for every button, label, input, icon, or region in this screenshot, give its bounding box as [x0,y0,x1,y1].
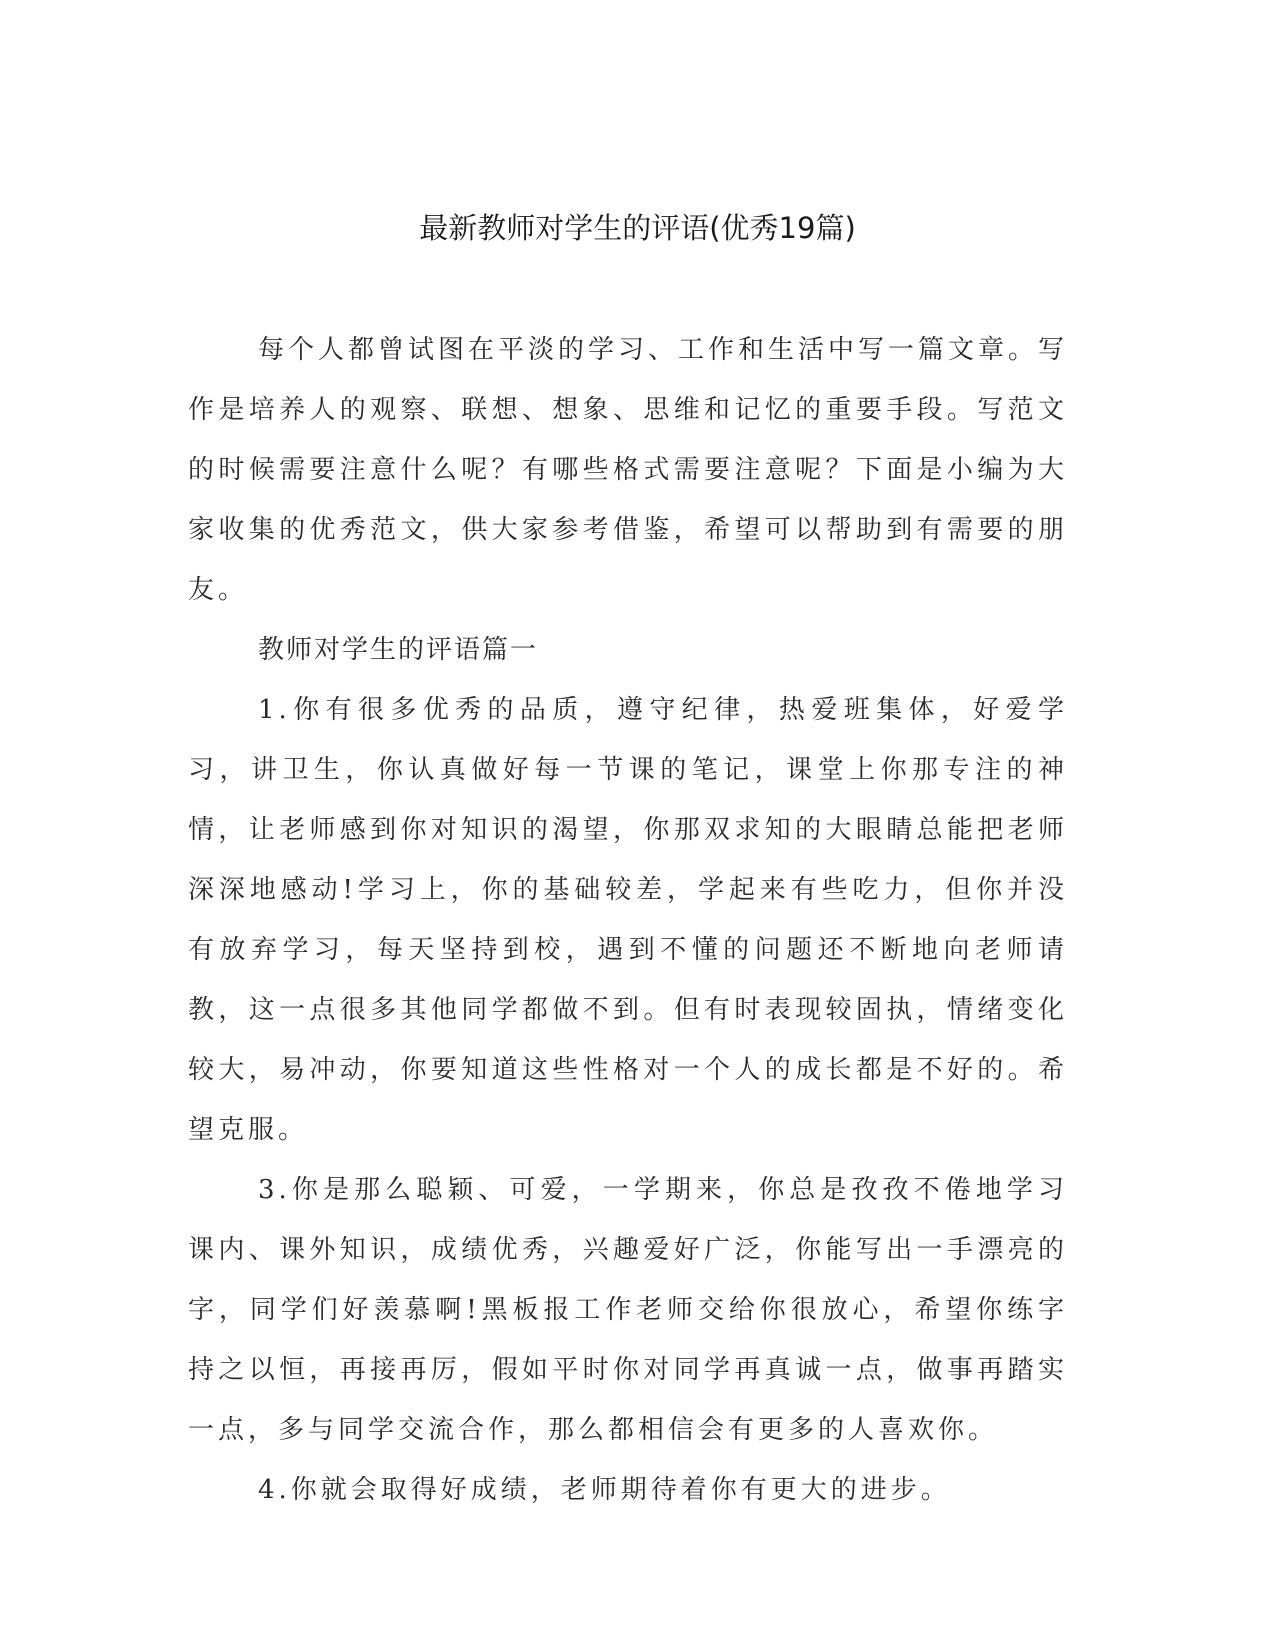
document-body [188,320,1068,1520]
document-title: 最新教师对学生的评语(优秀19篇) [419,211,856,245]
comment-paragraph-1: 1.你有很多优秀的品质，遵守纪律，热爱班集体，好爱学习，讲卫生，你认真做好每一节课的笔记，课堂上你那专注的神情，让老师感到你对知识的渴望，你那双求知的大眼睛总能把老师深深地感动!学习上，你的基础较差，学起来有些吃力，但你并没有放弃学习，每天坚持到校，遇到不懂的问题还不断地向老师请教，这一点很多其他同学都做不到。但有时表现较固执，情绪变化较大，易冲动，你要知道这些性格对一个人的成长都是不好的。希望克服。 [188,695,1068,1145]
comment-paragraph-4: 4.你就会取得好成绩，老师期待着你有更大的进步。 [258,1475,951,1505]
intro-paragraph: 每个人都曾试图在平淡的学习、工作和生活中写一篇文章。写作是培养人的观察、联想、想象、思维和记忆的重要手段。写范文的时候需要注意什么呢？有哪些格式需要注意呢？下面是小编为大家收集的优秀范文，供大家参考借鉴，希望可以帮助到有需要的朋友。 [188,335,1069,605]
section-heading: 教师对学生的评语篇一 [258,635,539,665]
comment-paragraph-3: 3.你是那么聪颖、可爱，一学期来，你总是孜孜不倦地学习课内、课外知识，成绩优秀，兴趣爱好广泛，你能写出一手漂亮的字，同学们好羡慕啊!黑板报工作老师交给你很放心，希望你练字持之以恒，再接再厉，假如平时你对同学再真诚一点，做事再踏实一点，多与同学交流合作，那么都相信会有更多的人喜欢你。 [188,1175,1068,1445]
